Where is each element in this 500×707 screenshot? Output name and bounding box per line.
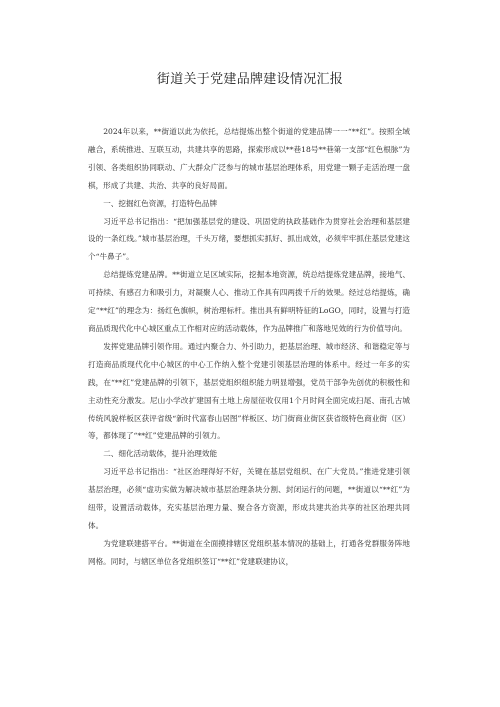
section-heading-2: 二、细化活动载体，提升治理效能 <box>103 449 218 459</box>
section-heading-1: 一、挖掘红色资源，打造特色品牌 <box>103 198 218 208</box>
paragraph-quote-1: 习近平总书记指出：“把加强基层党的建设、巩固党的执政基础作为贯穿社会治理和基层建设的一条红线。”城市基层治理，千头万绪，要想抓实抓好、抓出成效，必须牢牢抓住基层党建这个“牛鼻子”。 <box>88 216 410 262</box>
document-title: 街道关于党建品牌建设情况汇报 <box>156 72 344 87</box>
paragraph-quote-2: 习近平总书记指出：“社区治理得好不好，关键在基层党组织、在广大党员。”推进党建引领基层治理，必须“虚功实做为解决城市基层治理条块分割、封闭运行的问题，**街道以“**红”为纽带，设置活动载体，充实基层治理力量、聚合各方资源，形成共建共治共享的社区治理共同体。 <box>88 467 410 530</box>
paragraph-intro: 2024年以来，**街道以此为依托，总结提炼出整个街道的党建品牌一一“**红”。按照全域融合，系统推进、互联互动，共建共享的思路，探索形成以**巷18号**巷第一支部“红色根脉”为引领、各类组织协同联动、广大群众广泛参与的城市基层治理体系，用党建一颗子走活治理一盘棋，形成了共建、共治、共享的良好局面。 <box>88 127 410 190</box>
paragraph-platform: 为党建联建搭平台。**街道在全面摸排辖区党组织基本情况的基础上，打通各党群服务阵地网格。同时，与辖区单位各党组织签订“**红”党建联建协议， <box>88 538 410 566</box>
document-body <box>88 123 410 571</box>
paragraph-brand-summary: 总结提炼党建品牌。**街道立足区域实际，挖掘本地资源，统总结提炼党建品牌，接地气、可持续、有感召力和吸引力，对凝聚人心、推动工作具有四两拨千斤的效果。经过总结提炼，确定“**红”的理念为：扬红色旗帜，树治理标杆。推出具有鲜明特征的LoGO，同时，设置与打造商品质现代化中心城区重点工作相对应的活动载体，作为品牌推广和落地见效的行为价值导向。 <box>88 270 410 333</box>
paragraph-brand-leadership: 发挥党建品牌引领作用。通过内聚合力、外引助力，把基层治理、城市经济、和谐稳定等与打造商品质现代化中心城区的中心工作纳入整个党建引领基层治理的体系中。经过一年多的实践，在“**红”党建品牌的引领下，基层党组织组织能力明显增强，党员干部争先创优的积极性和主动性充分激发。尼山小学改扩建国有土地上房屋征收仅用1个月时间全面完成扫尾、南孔古城传统风貌样板区获评省级“新时代富春山居图”样板区、坊门街商业街区获省级特色商业街（区）等，都体现了“**红”党建品牌的引领力。 <box>88 341 410 441</box>
